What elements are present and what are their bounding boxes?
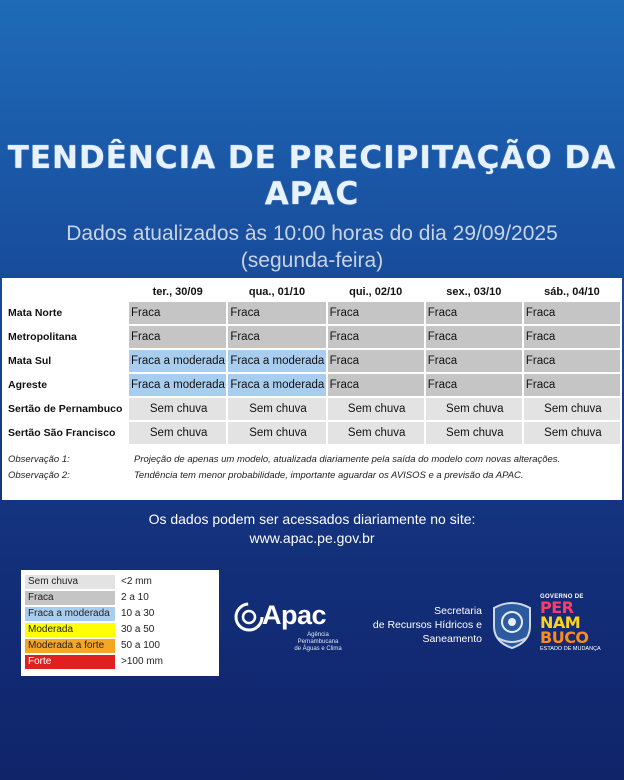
secretaria-line: de Recursos Hídricos e xyxy=(372,619,482,631)
state-seal-icon xyxy=(488,598,536,650)
secretaria-label xyxy=(360,604,482,646)
legend-swatch: Fraca xyxy=(25,591,115,605)
apac-tagline-line: Agência Pernambucana xyxy=(297,632,339,645)
forecast-cell: Fraca xyxy=(129,302,226,324)
forecast-cell: Fraca xyxy=(426,326,522,348)
forecast-cell: Fraca xyxy=(524,326,620,348)
precipitation-legend xyxy=(21,570,219,676)
legend-range: 30 a 50 xyxy=(121,624,155,635)
observation-text: Tendência tem menor probabilidade, importante aguardar os AVISOS e a previsão da APAC. xyxy=(134,470,524,481)
day-header: sex., 03/10 xyxy=(446,286,502,298)
region-label: Sertão São Francisco xyxy=(8,427,116,439)
forecast-cell: Sem chuva xyxy=(426,398,522,420)
region-label: Metropolitana xyxy=(8,331,77,343)
update-weekday: (segunda-feira) xyxy=(240,249,384,272)
legend-range: <2 mm xyxy=(121,576,152,587)
update-info xyxy=(0,220,624,274)
forecast-cell: Fraca xyxy=(524,350,620,372)
forecast-cell: Fraca xyxy=(426,374,522,396)
page-title: TENDÊNCIA DE PRECIPITAÇÃO DA APAC xyxy=(7,140,617,212)
region-label: Agreste xyxy=(8,379,48,391)
forecast-cell: Fraca a moderada xyxy=(228,374,325,396)
legend-row xyxy=(25,607,215,621)
forecast-cell: Fraca xyxy=(524,302,620,324)
forecast-cell: Fraca a moderada xyxy=(129,350,226,372)
pernambuco-logo xyxy=(540,594,608,656)
pe-logo-bottom: ESTADO DE MUDANÇA xyxy=(540,646,601,652)
table-row xyxy=(6,350,620,372)
legend-swatch: Moderada xyxy=(25,623,115,637)
forecast-cell: Sem chuva xyxy=(129,422,226,444)
legend-swatch: Fraca a moderada xyxy=(25,607,115,621)
forecast-cell: Fraca xyxy=(129,326,226,348)
legend-range: 2 a 10 xyxy=(121,592,149,603)
region-header xyxy=(6,284,127,300)
day-header: sáb., 04/10 xyxy=(544,286,600,298)
apac-logo-tagline xyxy=(288,632,348,653)
legend-swatch: Moderada a forte xyxy=(25,639,115,653)
forecast-cell: Fraca xyxy=(328,374,424,396)
table-row xyxy=(6,374,620,396)
forecast-cell: Sem chuva xyxy=(524,398,620,420)
table-row xyxy=(6,422,620,444)
table-row xyxy=(6,302,620,324)
forecast-cell: Fraca xyxy=(328,326,424,348)
pe-logo-line: PER xyxy=(540,598,574,617)
forecast-cell: Fraca xyxy=(328,350,424,372)
legend-row xyxy=(25,655,215,669)
pe-logo-top: GOVERNO DE xyxy=(540,594,584,600)
apac-logo-name: Apac xyxy=(262,600,327,630)
secretaria-line: Secretaria xyxy=(434,605,482,617)
site-info-text: Os dados podem ser acessados diariamente no site: xyxy=(148,511,476,527)
forecast-table xyxy=(4,282,622,446)
legend-swatch: Sem chuva xyxy=(25,575,115,589)
apac-logo xyxy=(234,600,344,652)
day-header: ter., 30/09 xyxy=(152,286,203,298)
forecast-cell: Fraca a moderada xyxy=(228,350,325,372)
forecast-cell: Sem chuva xyxy=(228,422,325,444)
forecast-cell: Sem chuva xyxy=(426,422,522,444)
observation-text: Projeção de apenas um modelo, atualizada diariamente pela saída do modelo com novas alterações. xyxy=(134,454,561,465)
forecast-cell: Fraca xyxy=(426,350,522,372)
legend-range: >100 mm xyxy=(121,656,163,667)
pe-logo-line: BUCO xyxy=(540,628,589,647)
legend-row xyxy=(25,575,215,589)
site-url: www.apac.pe.gov.br xyxy=(249,530,375,546)
day-header: qui., 02/10 xyxy=(349,286,403,298)
forecast-cell: Fraca a moderada xyxy=(129,374,226,396)
table-header-row xyxy=(6,284,620,300)
table-row xyxy=(6,398,620,420)
forecast-cell: Fraca xyxy=(328,302,424,324)
legend-range: 50 a 100 xyxy=(121,640,160,651)
legend-row xyxy=(25,623,215,637)
forecast-cell: Sem chuva xyxy=(228,398,325,420)
observation-2 xyxy=(8,470,524,481)
region-label: Sertão de Pernambuco xyxy=(8,403,123,415)
apac-tagline-line: de Águas e Clima xyxy=(294,646,342,652)
legend-row xyxy=(25,591,215,605)
region-label: Mata Sul xyxy=(8,355,52,367)
apac-logo-icon xyxy=(234,602,264,632)
forecast-cell: Fraca xyxy=(228,326,325,348)
observation-label: Observação 1: xyxy=(8,454,70,465)
region-label: Mata Norte xyxy=(8,307,63,319)
legend-row xyxy=(25,639,215,653)
forecast-cell: Sem chuva xyxy=(328,422,424,444)
observation-label: Observação 2: xyxy=(8,470,70,481)
update-date: Dados atualizados às 10:00 horas do dia 29/09/2025 xyxy=(66,222,558,245)
legend-swatch: Forte xyxy=(25,655,115,669)
secretaria-line: Saneamento xyxy=(422,633,482,645)
observation-1 xyxy=(8,454,560,465)
pe-logo-line: NAM xyxy=(540,613,581,632)
forecast-cell: Fraca xyxy=(228,302,325,324)
site-info xyxy=(0,510,624,548)
forecast-cell: Sem chuva xyxy=(129,398,226,420)
forecast-cell: Fraca xyxy=(426,302,522,324)
forecast-cell: Sem chuva xyxy=(328,398,424,420)
forecast-panel xyxy=(2,278,622,500)
legend-range: 10 a 30 xyxy=(121,608,155,619)
forecast-cell: Fraca xyxy=(524,374,620,396)
day-header: qua., 01/10 xyxy=(248,286,306,298)
table-row xyxy=(6,326,620,348)
forecast-cell: Sem chuva xyxy=(524,422,620,444)
